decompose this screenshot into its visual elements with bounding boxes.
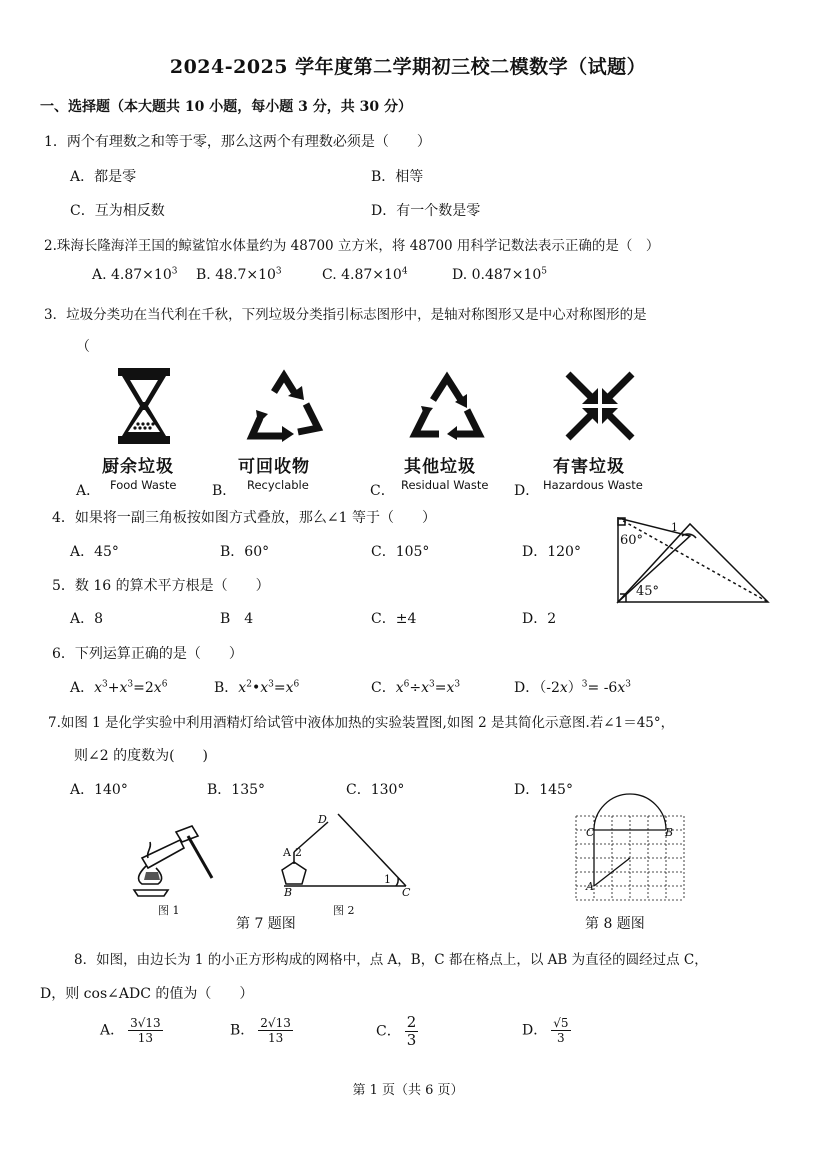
q8-b-letter: B． (230, 1022, 255, 1039)
section-heading: 一、选择题（本大题共 10 小题，每小题 3 分，共 30 分） (40, 99, 412, 115)
q8-d-fraction (551, 1016, 570, 1045)
q8-option-d[interactable] (522, 1016, 571, 1045)
q8-b-fraction (258, 1016, 293, 1045)
q8-c-letter: C． (376, 1023, 401, 1040)
q1-option-d[interactable]: D．有一个数是零 (371, 203, 481, 219)
q7-label-d: D (318, 813, 327, 826)
q3-stem: 3．垃圾分类功在当代利在千秋，下列垃圾分类指引标志图形中，是轴对称图形又是中心对称图形的是 (44, 307, 647, 323)
q7-option-c[interactable]: C．130° (346, 782, 405, 798)
q4-triangles-figure (610, 514, 772, 606)
residual-waste-icon (411, 372, 483, 440)
q6-c-expr: $x^6\div x^3=x^3$ (395, 679, 461, 696)
q4-option-d[interactable]: D．120° (522, 544, 581, 560)
q2-option-b[interactable] (196, 267, 282, 283)
q2-a-text: A. 4.87×10 (92, 267, 172, 283)
q4-option-a[interactable]: A．45° (70, 544, 119, 560)
q7-label-2: 2 (295, 846, 302, 859)
q3-a-en-label: Food Waste (110, 478, 177, 492)
q7-label-1: 1 (384, 873, 391, 886)
q3-paren: （ (76, 339, 90, 355)
q6-d-letter: D． (514, 680, 540, 696)
q7-option-d[interactable]: D．145° (514, 782, 573, 798)
q5-option-b[interactable]: B 4 (220, 611, 254, 627)
q2-c-exp: 4 (401, 266, 408, 277)
q3-b-cn-label: 可回收物 (238, 457, 310, 477)
q2-d-exp: 5 (541, 266, 547, 277)
q5-stem: 5．数 16 的算术平方根是（ ） (52, 578, 270, 594)
q8-label-b: B (665, 826, 674, 839)
q1-option-b[interactable]: B．相等 (371, 169, 424, 185)
q6-b-letter: B． (214, 680, 239, 696)
q2-a-exp: 3 (171, 266, 178, 277)
q6-b-expr: $x^2•x^3=x^6$ (238, 679, 300, 696)
q4-angle-60: 60° (620, 533, 644, 548)
q8-option-c[interactable] (376, 1014, 418, 1049)
q8-label-c: C (586, 826, 595, 839)
q3-c-en-label: Residual Waste (401, 478, 489, 492)
q2-d-text: D. 0.487×10 (452, 267, 542, 283)
q8-option-a[interactable] (100, 1016, 163, 1045)
q4-stem: 4．如果将一副三角板按如图方式叠放，那么∠1 等于（ ） (52, 510, 436, 526)
q4-angle-45: 45° (636, 584, 660, 599)
q7-label-b: B (284, 886, 293, 899)
q7-option-b[interactable]: B．135° (207, 782, 266, 798)
q3-a-cn-label: 厨余垃圾 (102, 457, 174, 477)
q4-angle-1: 1 (671, 521, 678, 534)
q8-figure-caption: 第 8 题图 (585, 916, 645, 932)
q6-stem: 6．下列运算正确的是（ ） (52, 646, 243, 662)
recyclable-arrows-icon (244, 370, 324, 442)
page-title: 2024-2025 学年度第二学期初三校二模数学（试题） (169, 56, 647, 78)
q7-label-c: C (402, 886, 411, 899)
q3-d-en-label: Hazardous Waste (543, 478, 643, 492)
q2-b-text: B. 48.7×10 (196, 267, 276, 283)
q8-option-b[interactable] (230, 1016, 293, 1045)
q3-option-c[interactable]: C． (370, 483, 395, 499)
q8-a-letter: A． (100, 1022, 125, 1039)
page-footer: 第 1 页（共 6 页） (352, 1083, 464, 1098)
q3-d-cn-label: 有害垃圾 (553, 457, 625, 477)
q8-stem: 8．如图，由边长为 1 的小正方形构成的网格中，点 A，B，C 都在格点上，以 AB 为直径的圆经过点 C， (74, 952, 708, 968)
q6-option-b[interactable] (214, 677, 299, 697)
q4-option-b[interactable]: B．60° (220, 544, 270, 560)
q8-a-denominator: 13 (137, 1031, 154, 1045)
q2-option-a[interactable] (92, 267, 177, 283)
q5-option-a[interactable]: A．8 (70, 611, 104, 627)
q8-c-numerator: 2 (406, 1013, 417, 1031)
q6-a-letter: A． (70, 680, 95, 696)
q2-option-d[interactable] (452, 267, 547, 283)
q2-stem: 2.珠海长隆海洋王国的鲸鲨馆水体量约为 48700 立方米，将 48700 用科学记数法表示正确的是（ ） (44, 238, 660, 254)
q6-option-a[interactable] (70, 677, 167, 697)
q7-option-a[interactable]: A．140° (70, 782, 128, 798)
q6-d-expr: $(-2x)^3= -6x^3$ (539, 679, 631, 696)
q6-c-letter: C． (371, 680, 396, 696)
q6-option-c[interactable] (371, 677, 460, 697)
q1-option-a[interactable]: A．都是零 (70, 169, 137, 185)
q1-stem: 1．两个有理数之和等于零，那么这两个有理数必须是（ ） (44, 134, 431, 150)
q7-fig2-caption: 图 2 (333, 904, 355, 917)
q5-option-c[interactable]: C．±4 (371, 611, 417, 627)
q8-b-numerator: 2√13 (260, 1016, 291, 1030)
q8-a-numerator: 3√13 (130, 1016, 161, 1030)
q6-option-d[interactable] (514, 677, 631, 697)
q7-fig1-caption: 图 1 (158, 904, 180, 917)
hazardous-waste-icon (564, 370, 636, 442)
q4-option-c[interactable]: C．105° (371, 544, 430, 560)
q8-stem-line2: D，则 cos∠ADC 的值为（ ） (40, 986, 254, 1002)
food-waste-hourglass-icon (116, 368, 172, 444)
q8-d-denominator: 3 (557, 1031, 565, 1045)
q8-d-letter: D． (522, 1022, 548, 1039)
q7-figure2-diagram (272, 812, 412, 894)
q3-option-d[interactable]: D． (514, 483, 540, 499)
q8-d-numerator: √5 (553, 1016, 569, 1030)
q8-label-a: A (586, 880, 594, 893)
q3-b-en-label: Recyclable (247, 478, 309, 492)
q7-figure-caption: 第 7 题图 (236, 916, 296, 932)
q7-figure1-apparatus (128, 822, 218, 902)
q2-b-exp: 3 (275, 266, 282, 277)
q7-label-a: A (283, 846, 291, 859)
q3-option-a[interactable]: A． (76, 483, 101, 499)
q3-c-cn-label: 其他垃圾 (404, 457, 476, 477)
q2-c-text: C. 4.87×10 (322, 267, 402, 283)
q6-a-expr: $x^3+x^3=2x^6$ (94, 679, 168, 696)
q8-c-fraction (405, 1014, 419, 1049)
q7-stem: 7.如图 1 是化学实验中利用酒精灯给试管中液体加热的实验装置图,如图 2 是其简化示意图.若∠1＝45°， (48, 715, 675, 731)
q7-stem-line2: 则∠2 的度数为( ) (74, 748, 209, 764)
q2-option-c[interactable] (322, 267, 408, 283)
q1-option-c[interactable]: C．互为相反数 (70, 203, 165, 219)
q8-c-denominator: 3 (406, 1031, 417, 1049)
q5-option-d[interactable]: D．2 (522, 611, 557, 627)
q8-a-fraction (128, 1016, 163, 1045)
q8-b-denominator: 13 (267, 1031, 284, 1045)
q3-option-b[interactable]: B． (212, 483, 237, 499)
